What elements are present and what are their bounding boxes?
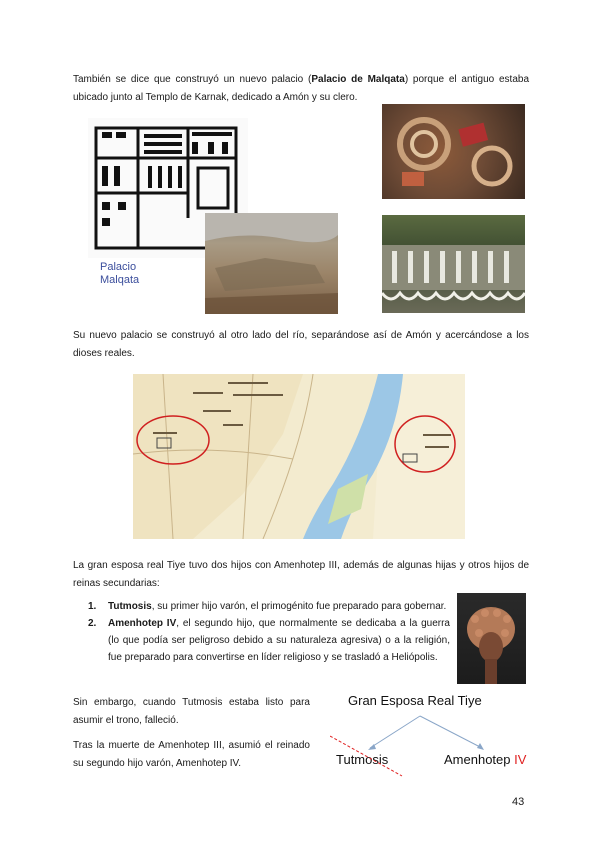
painted-wall-photo bbox=[382, 215, 525, 313]
paragraph-new-palace: Su nuevo palacio se construyó al otro lado del río, separándose así de Amón y acercándose a los dioses reales. bbox=[73, 330, 529, 359]
list-item bbox=[88, 615, 450, 666]
family-diagram bbox=[330, 690, 540, 780]
paragraph-succession: Tras la muerte de Amenhotep III, asumió el reinado su segundo hijo varón, Amenhotep IV. bbox=[73, 740, 310, 769]
palace-ruins-photo bbox=[205, 213, 338, 314]
page-number: 43 bbox=[512, 796, 525, 808]
plan-caption-line1: Palacio bbox=[100, 261, 137, 273]
diagram-child-amenhotep bbox=[444, 752, 527, 767]
amenhotep-name: Amenhotep bbox=[444, 752, 515, 767]
diagram-arrow-left bbox=[370, 716, 420, 748]
diagram-child-tutmosis: Tutmosis bbox=[336, 752, 389, 767]
paragraph-tutmosis-death: Sin embargo, cuando Tutmosis estaba listo para asumir el trono, falleció. bbox=[73, 697, 310, 726]
tiye-head-sculpture-photo bbox=[457, 593, 526, 684]
son-name: Amenhotep IV bbox=[108, 618, 177, 629]
list-item-text: , el segundo hijo, que normalmente se dedicaba a la guerra (lo que podía ser peligroso debido a su naturaleza agresiva) o a la religión, fue preparado para convertirse en líder religioso y se trasladó a Heliópolis. bbox=[108, 618, 450, 663]
amenhotep-numeral: IV bbox=[514, 752, 527, 767]
paragraph-text: También se dice que construyó un nuevo palacio ( bbox=[73, 74, 312, 85]
list-item-text: , su primer hijo varón, el primogénito fue preparado para gobernar. bbox=[151, 601, 447, 612]
arrowhead-icon bbox=[477, 743, 484, 750]
sons-list bbox=[88, 598, 450, 666]
paragraph-tiye-children: La gran esposa real Tiye tuvo dos hijos con Amenhotep III, además de algunas hijas y otros hijos de reinas secundarias: bbox=[73, 560, 529, 589]
plan-caption-line2: Malqata bbox=[100, 274, 140, 286]
palace-name-bold: Palacio de Malqata bbox=[311, 74, 405, 85]
pottery-fragments-photo bbox=[382, 104, 525, 199]
son-name: Tutmosis bbox=[108, 601, 152, 612]
nile-map-image bbox=[133, 374, 465, 539]
diagram-root-label: Gran Esposa Real Tiye bbox=[348, 693, 482, 708]
list-number: 2. bbox=[88, 618, 97, 629]
list-item bbox=[88, 598, 450, 615]
paragraph-malqata bbox=[73, 71, 529, 107]
paragraph-text: ) porque el antiguo estaba ubicado junto al Templo de Karnak, dedicado a Amón y su clero. bbox=[73, 74, 530, 103]
list-number: 1. bbox=[88, 601, 97, 612]
plan-caption bbox=[100, 261, 139, 287]
diagram-arrow-right bbox=[420, 716, 482, 748]
